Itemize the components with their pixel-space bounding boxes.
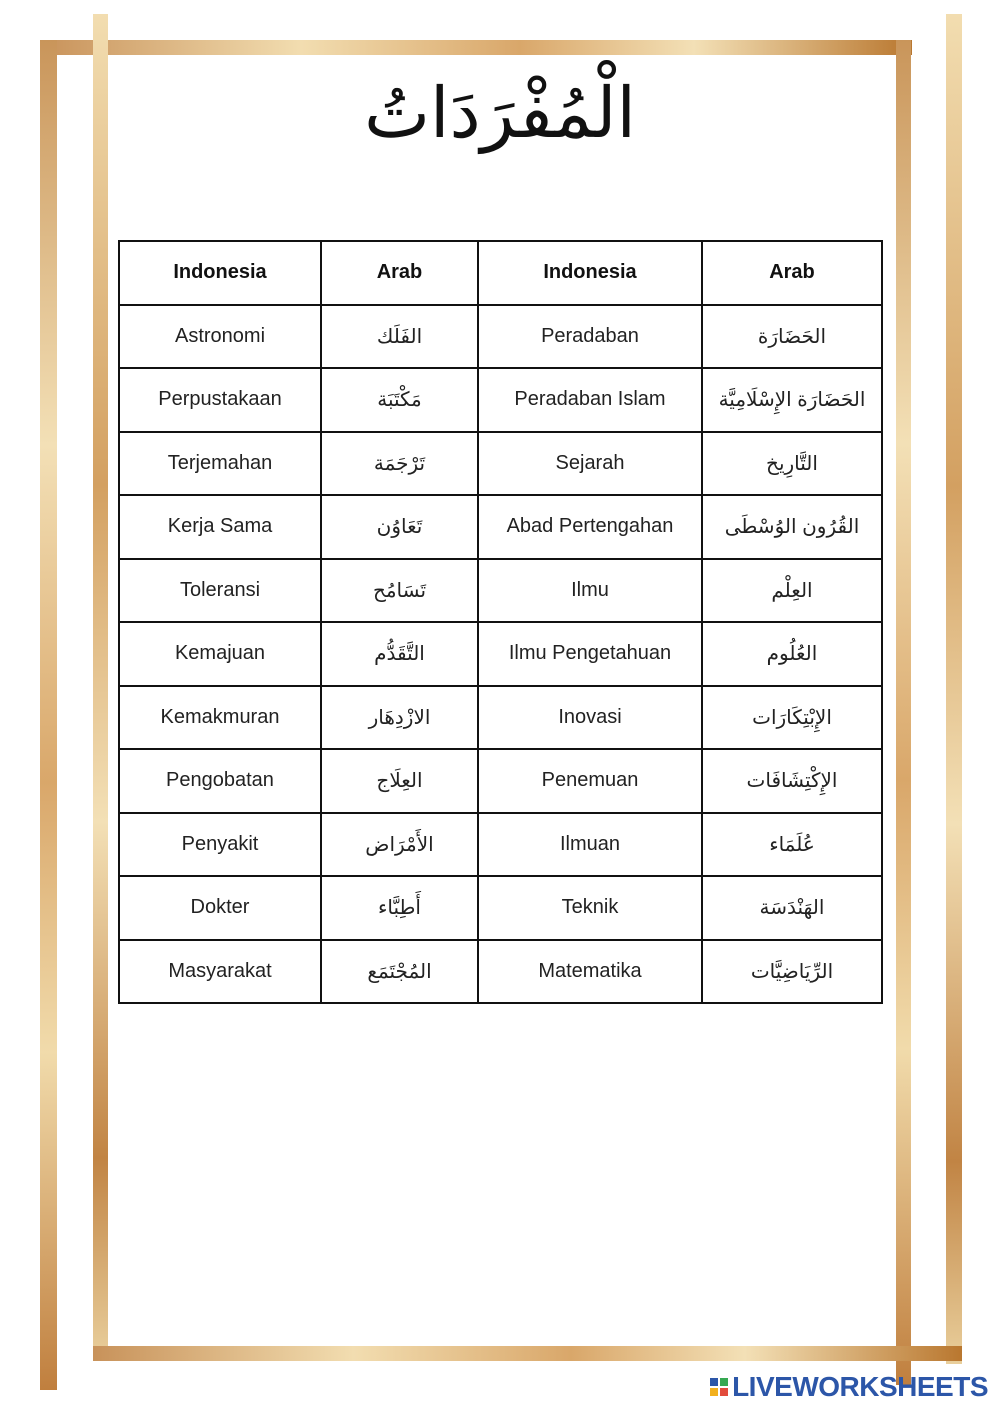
indonesian-word-cell: Dokter (119, 876, 321, 940)
indonesian-word-cell: Abad Pertengahan (478, 495, 702, 559)
liveworksheets-logo-icon (710, 1378, 728, 1396)
page-title: الْمُفْرَدَاتُ (364, 72, 636, 154)
header-arab-1: Arab (321, 241, 478, 305)
arabic-word-cell: العِلَاج (321, 749, 478, 813)
arabic-word-cell: الهَنْدَسَة (702, 876, 882, 940)
arabic-word-cell: العُلُوم (702, 622, 882, 686)
arabic-word-cell: مَكْتَبَة (321, 368, 478, 432)
header-arab-2: Arab (702, 241, 882, 305)
arabic-word-cell: أَطِبَّاء (321, 876, 478, 940)
arabic-word-cell: القُرُون الوُسْطَى (702, 495, 882, 559)
table-row (119, 368, 882, 432)
frame-inner-right-bar (896, 40, 911, 1385)
table-row (119, 305, 882, 369)
indonesian-word-cell: Terjemahan (119, 432, 321, 496)
arabic-word-cell: التَّارِيخ (702, 432, 882, 496)
arabic-word-cell: المُجْتَمَع (321, 940, 478, 1004)
table-header-row (119, 241, 882, 305)
indonesian-word-cell: Astronomi (119, 305, 321, 369)
arabic-word-cell: عُلَمَاء (702, 813, 882, 877)
arabic-word-cell: تَعَاوُن (321, 495, 478, 559)
indonesian-word-cell: Ilmu (478, 559, 702, 623)
indonesian-word-cell: Inovasi (478, 686, 702, 750)
arabic-word-cell: العِلْم (702, 559, 882, 623)
liveworksheets-logo-text: LIVEWORKSHEETS (732, 1371, 988, 1402)
indonesian-word-cell: Kemajuan (119, 622, 321, 686)
indonesian-word-cell: Ilmu Pengetahuan (478, 622, 702, 686)
arabic-word-cell: الإِكْتِشَافَات (702, 749, 882, 813)
table-row (119, 686, 882, 750)
arabic-word-cell: الازْدِهَار (321, 686, 478, 750)
arabic-word-cell: الحَضَارَة (702, 305, 882, 369)
arabic-word-cell: التَّقَدُّم (321, 622, 478, 686)
arabic-word-cell: تَسَامُح (321, 559, 478, 623)
indonesian-word-cell: Kerja Sama (119, 495, 321, 559)
indonesian-word-cell: Kemakmuran (119, 686, 321, 750)
frame-left-bar (40, 40, 57, 1390)
indonesian-word-cell: Perpustakaan (119, 368, 321, 432)
frame-bottom-bar (93, 1346, 962, 1361)
indonesian-word-cell: Ilmuan (478, 813, 702, 877)
table-row (119, 749, 882, 813)
frame-inner-left-bar (93, 14, 108, 1360)
arabic-word-cell: الرِّيَاضِيَّات (702, 940, 882, 1004)
table-row (119, 432, 882, 496)
indonesian-word-cell: Peradaban Islam (478, 368, 702, 432)
table-row (119, 876, 882, 940)
table-row (119, 940, 882, 1004)
frame-top-bar (40, 40, 912, 55)
header-indonesia-2: Indonesia (478, 241, 702, 305)
frame-right-bar (946, 14, 962, 1364)
vocabulary-table (118, 240, 883, 1004)
arabic-word-cell: الأَمْرَاض (321, 813, 478, 877)
indonesian-word-cell: Teknik (478, 876, 702, 940)
indonesian-word-cell: Masyarakat (119, 940, 321, 1004)
arabic-word-cell: الإِبْتِكَارَات (702, 686, 882, 750)
table-row (119, 813, 882, 877)
indonesian-word-cell: Sejarah (478, 432, 702, 496)
header-indonesia-1: Indonesia (119, 241, 321, 305)
arabic-word-cell: الفَلَك (321, 305, 478, 369)
indonesian-word-cell: Toleransi (119, 559, 321, 623)
indonesian-word-cell: Penemuan (478, 749, 702, 813)
table-row (119, 622, 882, 686)
table-row (119, 559, 882, 623)
table-row (119, 495, 882, 559)
indonesian-word-cell: Matematika (478, 940, 702, 1004)
indonesian-word-cell: Penyakit (119, 813, 321, 877)
arabic-word-cell: الحَضَارَة الإِسْلَامِيَّة (702, 368, 882, 432)
arabic-word-cell: تَرْجَمَة (321, 432, 478, 496)
indonesian-word-cell: Pengobatan (119, 749, 321, 813)
indonesian-word-cell: Peradaban (478, 305, 702, 369)
liveworksheets-logo (710, 1372, 988, 1402)
